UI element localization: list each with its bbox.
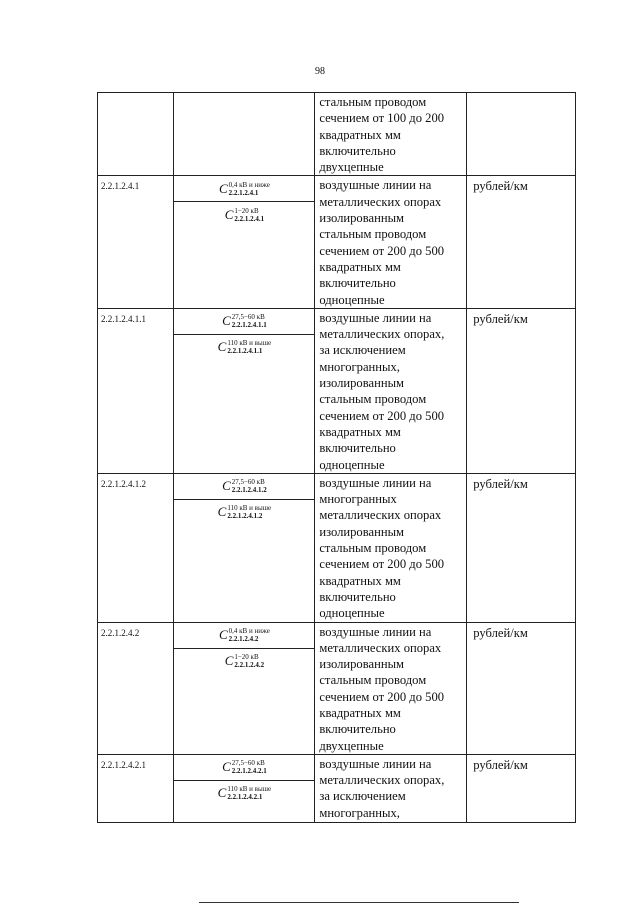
code-subscript: 2.2.1.2.4.2.1 bbox=[231, 767, 267, 776]
voltage-superscript: 27,5−60 кВ bbox=[231, 313, 265, 322]
description-cell bbox=[315, 622, 467, 754]
description-cell bbox=[315, 754, 467, 822]
table-row bbox=[98, 176, 576, 308]
rate-symbol-box bbox=[174, 474, 314, 500]
code-subscript: 2.2.1.2.4.1 bbox=[228, 188, 259, 197]
rates-table bbox=[97, 92, 576, 823]
symbol-letter: C bbox=[222, 478, 231, 494]
item-code: 2.2.1.2.4.2.1 bbox=[101, 759, 146, 770]
table-row bbox=[98, 622, 576, 754]
scan-artifact-line bbox=[199, 902, 519, 903]
rate-symbol bbox=[222, 759, 267, 775]
symbol-letter: C bbox=[222, 313, 231, 329]
unit-text: рублей/км bbox=[473, 311, 528, 326]
rate-symbol-box bbox=[174, 202, 314, 227]
voltage-superscript: 1−20 кВ bbox=[234, 653, 259, 661]
rate-symbol bbox=[225, 207, 264, 223]
item-code: 2.2.1.2.4.1.2 bbox=[101, 478, 146, 489]
symbol-letter: C bbox=[218, 180, 228, 196]
rate-symbol-box bbox=[174, 500, 314, 525]
symbol-cell bbox=[174, 473, 315, 622]
rate-symbol-box bbox=[174, 309, 314, 335]
rate-symbol-box bbox=[174, 781, 314, 806]
description-text: воздушные линии на многогранных металлических опорах изолированным стальным проводом сечением от 200 до 500 квадратных мм включительно одноцепные bbox=[319, 475, 445, 621]
unit-text: рублей/км bbox=[473, 179, 528, 194]
symbol-cell bbox=[174, 754, 315, 822]
unit-cell bbox=[467, 754, 576, 822]
rate-symbol bbox=[219, 627, 270, 643]
description-text: воздушные линии на металлических опорах, за исключением многогранных, bbox=[319, 756, 445, 820]
rate-symbol bbox=[225, 653, 264, 669]
code-cell bbox=[98, 93, 174, 176]
item-code: 2.2.1.2.4.2 bbox=[101, 627, 140, 638]
code-subscript: 2.2.1.2.4.1.2 bbox=[227, 512, 263, 521]
table-row bbox=[98, 93, 576, 176]
code-cell bbox=[98, 176, 174, 308]
description-text: воздушные линии на металлических опорах изолированным стальным проводом сечением от 200 до 500 квадратных мм включительно одноцепные bbox=[319, 178, 445, 307]
rate-symbol bbox=[222, 313, 267, 329]
rate-symbol-box bbox=[174, 755, 314, 781]
rate-symbol-box bbox=[174, 176, 314, 202]
symbol-cell bbox=[174, 622, 315, 754]
symbol-letter: C bbox=[218, 627, 228, 642]
unit-cell bbox=[467, 473, 576, 622]
voltage-superscript: 0,4 кВ и ниже bbox=[228, 627, 270, 635]
description-cell bbox=[315, 308, 467, 473]
description-cell bbox=[315, 473, 467, 622]
voltage-superscript: 0,4 кВ и ниже bbox=[228, 180, 270, 189]
code-subscript: 2.2.1.2.4.1.2 bbox=[231, 486, 267, 495]
code-subscript: 2.2.1.2.4.2.1 bbox=[227, 793, 263, 802]
code-cell bbox=[98, 308, 174, 473]
unit-text: рублей/км bbox=[473, 757, 528, 772]
description-cell bbox=[315, 176, 467, 308]
description-text: воздушные линии на металлических опорах изолированным стальным проводом сечением от 200 до 500 квадратных мм включительно двухцепные bbox=[319, 624, 445, 753]
symbol-cell bbox=[174, 176, 315, 308]
rate-symbol bbox=[218, 504, 271, 520]
symbol-letter: C bbox=[217, 785, 227, 801]
code-cell bbox=[98, 622, 174, 754]
voltage-superscript: 27,5−60 кВ bbox=[231, 759, 265, 768]
unit-text: рублей/км bbox=[473, 476, 528, 491]
voltage-superscript: 110 кВ и выше bbox=[227, 339, 272, 348]
symbol-cell bbox=[174, 308, 315, 473]
item-code bbox=[98, 93, 173, 98]
symbol-letter: C bbox=[224, 653, 234, 668]
rate-symbol bbox=[222, 478, 267, 494]
unit-text: рублей/км bbox=[473, 625, 528, 640]
unit-cell bbox=[467, 622, 576, 754]
symbol-letter: C bbox=[217, 339, 227, 355]
symbol-cell bbox=[174, 93, 315, 176]
rate-symbol bbox=[218, 339, 271, 355]
symbol-letter: C bbox=[222, 759, 231, 775]
code-subscript: 2.2.1.2.4.2 bbox=[234, 661, 265, 669]
symbol-letter: C bbox=[217, 504, 227, 520]
voltage-superscript: 110 кВ и выше bbox=[227, 785, 272, 794]
table-row bbox=[98, 754, 576, 822]
voltage-superscript: 1−20 кВ bbox=[234, 206, 259, 215]
code-subscript: 2.2.1.2.4.1 bbox=[234, 214, 265, 223]
item-code: 2.2.1.2.4.1.1 bbox=[101, 313, 146, 324]
symbol-letter: C bbox=[224, 206, 234, 222]
unit-cell bbox=[467, 308, 576, 473]
code-subscript: 2.2.1.2.4.1.1 bbox=[231, 321, 267, 330]
code-subscript: 2.2.1.2.4.2 bbox=[228, 635, 259, 643]
table-row bbox=[98, 473, 576, 622]
rate-symbol-box bbox=[174, 649, 314, 674]
unit-cell bbox=[467, 176, 576, 308]
code-cell bbox=[98, 473, 174, 622]
description-cell bbox=[315, 93, 467, 176]
voltage-superscript: 27,5−60 кВ bbox=[231, 478, 265, 487]
rate-symbol-box bbox=[174, 335, 314, 360]
table-row bbox=[98, 308, 576, 473]
code-cell bbox=[98, 754, 174, 822]
voltage-superscript: 110 кВ и выше bbox=[227, 504, 272, 513]
rate-symbol bbox=[218, 785, 271, 801]
description-text: воздушные линии на металлических опорах, за исключением многогранных, изолированным стальным проводом сечением от 200 до 500 квадратных мм включительно одноцепные bbox=[319, 310, 445, 472]
unit-cell bbox=[467, 93, 576, 176]
rate-symbol-box bbox=[174, 623, 314, 649]
unit-text bbox=[467, 93, 575, 96]
code-subscript: 2.2.1.2.4.1.1 bbox=[227, 347, 263, 356]
page-number: 98 bbox=[315, 66, 325, 77]
rate-symbol bbox=[219, 181, 270, 197]
description-text: стальным проводом сечением от 100 до 200 квадратных мм включительно двухцепные bbox=[319, 95, 445, 175]
item-code: 2.2.1.2.4.1 bbox=[101, 181, 140, 192]
